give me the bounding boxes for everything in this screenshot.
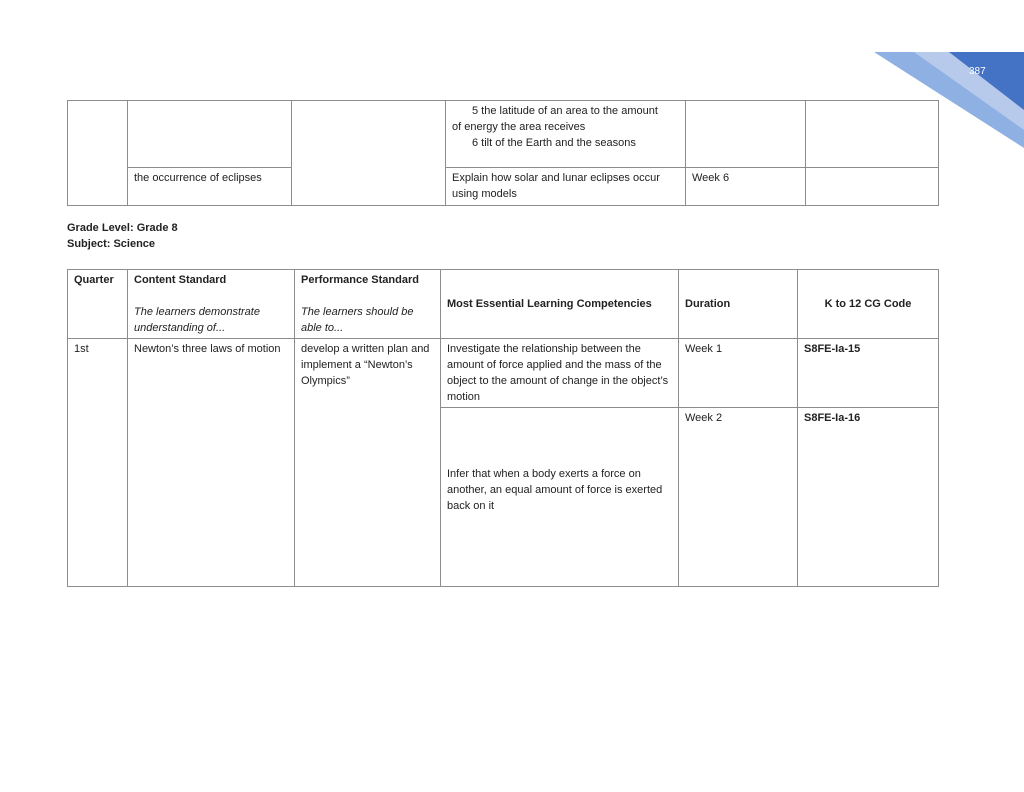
code-cell: S8FE-Ia-15 xyxy=(798,339,939,408)
duration-cell: Week 1 xyxy=(679,339,798,408)
duration-cell xyxy=(686,101,806,168)
quarter-cell xyxy=(68,101,128,206)
header-row xyxy=(68,270,939,339)
subject-label: Subject: Science xyxy=(67,238,156,250)
competency-cell xyxy=(441,408,679,587)
quarter-cell: 1st xyxy=(68,339,128,587)
code-cell xyxy=(806,168,939,206)
content-cell: Newton’s three laws of motion xyxy=(128,339,295,587)
table-row xyxy=(68,339,939,408)
table-row xyxy=(68,168,939,206)
content-cell: the occurrence of eclipses xyxy=(128,168,292,206)
header-duration: Duration xyxy=(679,270,798,339)
header-performance-standard: Performance Standard The learners should be able to... xyxy=(295,270,441,339)
table-row xyxy=(68,101,939,168)
header-code: K to 12 CG Code xyxy=(798,270,939,339)
competency-text: Infer that when a body exerts a force on another, an equal amount of force is exerted back on it xyxy=(447,468,663,512)
continuation-table xyxy=(67,100,939,206)
competency-cell: Investigate the relationship between the amount of force applied and the mass of the object to the amount of change in the object’s motion xyxy=(441,339,679,408)
grade-level: Grade Level: Grade 8 xyxy=(67,222,178,234)
competency-line: 6 tilt of the Earth and the seasons xyxy=(472,137,636,149)
competency-table xyxy=(67,269,939,587)
header-content-standard: Content Standard The learners demonstrate understanding of... xyxy=(128,270,295,339)
code-cell: S8FE-Ia-16 xyxy=(798,408,939,587)
performance-cell: develop a written plan and implement a “Newton’s Olympics” xyxy=(295,339,441,587)
page-number: 387 xyxy=(969,66,986,77)
header-quarter: Quarter xyxy=(68,270,128,339)
duration-cell: Week 6 xyxy=(686,168,806,206)
competency-line: 5 the latitude of an area to the amount xyxy=(472,105,658,117)
code-cell xyxy=(806,101,939,168)
competency-line: of energy the area receives xyxy=(452,121,586,133)
performance-cell xyxy=(292,101,446,206)
duration-cell: Week 2 xyxy=(679,408,798,587)
competency-cell: Explain how solar and lunar eclipses occur using models xyxy=(446,168,686,206)
content-cell xyxy=(128,101,292,168)
header-competencies: Most Essential Learning Competencies xyxy=(441,270,679,339)
competency-cell xyxy=(446,101,686,168)
